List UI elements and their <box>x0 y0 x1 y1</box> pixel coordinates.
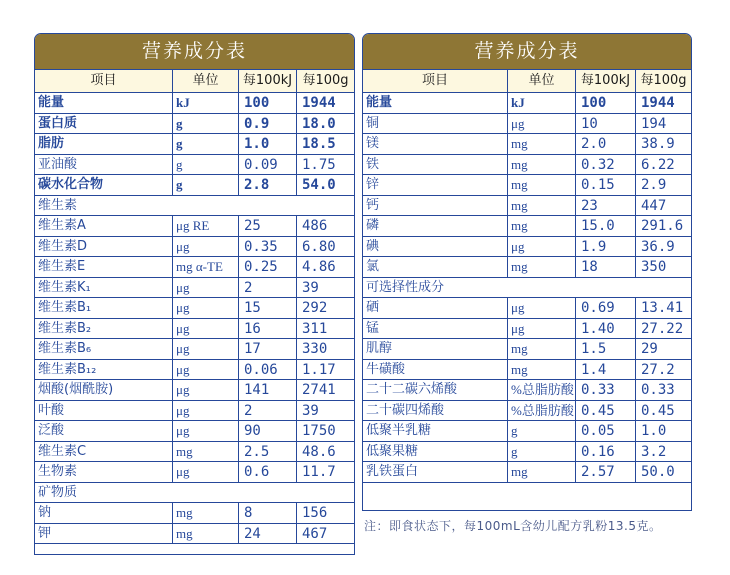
cell-name: 生物素 <box>35 462 173 482</box>
cell-per-100kj: 8 <box>239 503 297 523</box>
cell-name: 低聚果糖 <box>363 442 508 462</box>
table-header <box>363 69 691 93</box>
cell-unit: g <box>508 442 576 462</box>
cell-unit: μg <box>508 237 576 257</box>
table-header <box>35 69 354 93</box>
section-row <box>35 483 354 504</box>
cell-per-100g: 6.80 <box>302 238 336 255</box>
table-row <box>363 196 691 217</box>
cell-unit: μg <box>173 278 239 298</box>
table-row <box>363 114 691 135</box>
cell-unit: kJ <box>508 93 576 113</box>
table-row <box>35 134 354 155</box>
cell-per-100g: 1750 <box>302 423 336 439</box>
cell-per-100g: 0.33 <box>641 382 675 398</box>
cell-unit: mg <box>508 360 576 380</box>
cell-per-100g: 6.22 <box>641 156 675 173</box>
table-row <box>363 401 691 422</box>
cell-per-100g: 50.0 <box>641 464 675 480</box>
header-per-100g: 每100g <box>640 73 687 88</box>
cell-name: 维生素C <box>35 442 173 462</box>
nutrition-table-right <box>362 33 692 511</box>
table-row <box>35 360 354 381</box>
cell-per-100g: 36.9 <box>641 238 675 255</box>
cell-unit: μg <box>173 462 239 482</box>
cell-unit: %总脂肪酸 <box>508 401 576 421</box>
cell-name: 牛磺酸 <box>363 360 508 380</box>
section-label: 可选择性成分 <box>366 279 445 295</box>
table-row <box>363 462 691 483</box>
table-body <box>363 93 691 483</box>
cell-unit: mg <box>508 257 576 277</box>
table-row <box>35 462 354 483</box>
cell-per-100g: 11.7 <box>302 464 336 480</box>
cell-name: 钙 <box>363 196 508 216</box>
cell-per-100g: 39 <box>302 402 319 419</box>
cell-per-100kj: 0.35 <box>239 237 297 257</box>
cell-per-100kj: 141 <box>239 380 297 400</box>
cell-unit: μg RE <box>173 216 239 236</box>
cell-unit: μg <box>508 319 576 339</box>
table-row <box>35 216 354 237</box>
cell-per-100kj: 1.40 <box>576 319 636 339</box>
cell-name: 能量 <box>363 93 508 113</box>
cell-per-100kj: 24 <box>239 524 297 544</box>
section-row <box>35 196 354 217</box>
cell-per-100kj: 0.06 <box>239 360 297 380</box>
cell-unit: μg <box>173 360 239 380</box>
cell-unit: μg <box>173 401 239 421</box>
cell-per-100g: 1.17 <box>302 361 336 378</box>
section-row <box>363 278 691 299</box>
cell-per-100g: 467 <box>302 525 328 542</box>
cell-per-100kj: 17 <box>239 339 297 359</box>
cell-per-100kj: 0.9 <box>239 114 297 134</box>
cell-per-100g: 4.86 <box>302 259 336 275</box>
cell-unit: μg <box>173 319 239 339</box>
cell-name: 蛋白质 <box>35 114 173 134</box>
table-title: 营养成分表 <box>35 34 354 69</box>
table-row <box>35 421 354 442</box>
cell-unit: kJ <box>173 93 239 113</box>
table-row <box>35 298 354 319</box>
cell-unit: μg <box>173 380 239 400</box>
table-row <box>35 175 354 196</box>
cell-unit: μg <box>173 339 239 359</box>
cell-per-100g: 1944 <box>641 95 675 111</box>
cell-unit: mg <box>173 442 239 462</box>
cell-name: 二十碳四烯酸 <box>363 401 508 421</box>
cell-per-100g: 27.2 <box>641 361 675 378</box>
table-row <box>35 114 354 135</box>
table-row <box>363 216 691 237</box>
cell-unit: g <box>508 421 576 441</box>
header-unit: 单位 <box>508 70 576 92</box>
cell-per-100kj: 15.0 <box>576 216 636 236</box>
cell-per-100g: 29 <box>641 341 658 357</box>
header-per-100kj: 每100kJ <box>576 70 636 92</box>
cell-per-100g: 350 <box>641 259 667 275</box>
cell-per-100kj: 1.5 <box>576 339 636 359</box>
cell-name: 镁 <box>363 134 508 154</box>
table-row <box>363 93 691 114</box>
cell-per-100kj: 0.6 <box>239 462 297 482</box>
cell-unit: μg <box>508 298 576 318</box>
cell-per-100kj: 18 <box>576 257 636 277</box>
cell-unit: mg <box>508 216 576 236</box>
cell-name: 维生素B₁₂ <box>35 360 173 380</box>
cell-unit: %总脂肪酸 <box>508 380 576 400</box>
table-row <box>363 339 691 360</box>
table-row <box>363 257 691 278</box>
cell-unit: μg <box>173 237 239 257</box>
cell-unit: μg <box>173 421 239 441</box>
table-row <box>363 319 691 340</box>
cell-per-100kj: 0.05 <box>576 421 636 441</box>
cell-per-100kj: 0.69 <box>576 298 636 318</box>
table-row <box>35 257 354 278</box>
cell-per-100g: 1.0 <box>641 423 667 439</box>
cell-per-100kj: 1.0 <box>239 134 297 154</box>
cell-per-100g: 13.41 <box>641 300 684 316</box>
cell-name: 维生素D <box>35 237 173 257</box>
section-label: 维生素 <box>38 197 78 213</box>
cell-per-100kj: 2.0 <box>576 134 636 154</box>
cell-name: 脂肪 <box>35 134 173 154</box>
table-row <box>363 298 691 319</box>
table-row <box>363 237 691 258</box>
cell-per-100kj: 0.45 <box>576 401 636 421</box>
cell-unit: mg <box>508 155 576 175</box>
cell-name: 肌醇 <box>363 339 508 359</box>
cell-unit: μg <box>173 298 239 318</box>
table-row <box>35 503 354 524</box>
cell-name: 维生素A <box>35 216 173 236</box>
table-row <box>35 339 354 360</box>
cell-per-100kj: 90 <box>239 421 297 441</box>
cell-name: 维生素B₂ <box>35 319 173 339</box>
cell-per-100g: 447 <box>641 197 667 214</box>
cell-per-100kj: 0.32 <box>576 155 636 175</box>
cell-per-100g: 194 <box>641 115 667 132</box>
cell-per-100kj: 0.25 <box>239 257 297 277</box>
cell-per-100kj: 2 <box>239 278 297 298</box>
header-item: 项目 <box>35 70 173 92</box>
cell-name: 碘 <box>363 237 508 257</box>
cell-name: 维生素E <box>35 257 173 277</box>
cell-per-100g: 2741 <box>302 382 336 398</box>
table-row <box>35 401 354 422</box>
cell-per-100g: 292 <box>302 300 328 316</box>
table-title: 营养成分表 <box>363 34 691 69</box>
cell-unit: mg <box>508 196 576 216</box>
cell-per-100g: 54.0 <box>302 177 336 193</box>
cell-name: 低聚半乳糖 <box>363 421 508 441</box>
cell-per-100g: 330 <box>302 341 328 357</box>
cell-per-100kj: 15 <box>239 298 297 318</box>
header-per-100kj: 每100kJ <box>239 70 297 92</box>
cell-name: 烟酸(烟酰胺) <box>35 380 173 400</box>
table-body <box>35 93 354 544</box>
table-row <box>363 175 691 196</box>
cell-per-100g: 156 <box>302 505 328 521</box>
cell-name: 硒 <box>363 298 508 318</box>
cell-per-100kj: 25 <box>239 216 297 236</box>
table-row <box>35 155 354 176</box>
cell-unit: μg <box>508 114 576 134</box>
cell-per-100g: 38.9 <box>641 136 675 152</box>
cell-name: 钠 <box>35 503 173 523</box>
cell-per-100kj: 100 <box>576 93 636 113</box>
table-row <box>35 524 354 545</box>
cell-name: 泛酸 <box>35 421 173 441</box>
cell-per-100g: 486 <box>302 218 328 234</box>
cell-unit: g <box>173 114 239 134</box>
cell-per-100g: 311 <box>302 320 328 337</box>
cell-name: 锰 <box>363 319 508 339</box>
table-row <box>363 360 691 381</box>
cell-name: 亚油酸 <box>35 155 173 175</box>
cell-name: 锌 <box>363 175 508 195</box>
cell-name: 维生素B₆ <box>35 339 173 359</box>
cell-name: 二十二碳六烯酸 <box>363 380 508 400</box>
cell-name: 铜 <box>363 114 508 134</box>
cell-per-100g: 3.2 <box>641 443 667 460</box>
cell-name: 维生素K₁ <box>35 278 173 298</box>
cell-per-100g: 18.5 <box>302 136 336 152</box>
cell-name: 叶酸 <box>35 401 173 421</box>
table-row <box>363 380 691 401</box>
cell-unit: g <box>173 134 239 154</box>
cell-per-100kj: 16 <box>239 319 297 339</box>
cell-per-100kj: 0.16 <box>576 442 636 462</box>
cell-per-100kj: 23 <box>576 196 636 216</box>
cell-name: 铁 <box>363 155 508 175</box>
table-row <box>35 93 354 114</box>
cell-unit: mg <box>508 462 576 482</box>
cell-per-100kj: 1.9 <box>576 237 636 257</box>
header-per-100g: 每100g <box>302 73 349 88</box>
cell-per-100g: 48.6 <box>302 443 336 460</box>
cell-per-100kj: 100 <box>239 93 297 113</box>
cell-per-100kj: 2.57 <box>576 462 636 482</box>
cell-per-100g: 1.75 <box>302 156 336 173</box>
table-row <box>363 155 691 176</box>
cell-per-100g: 2.9 <box>641 177 667 193</box>
cell-unit: g <box>173 175 239 195</box>
cell-per-100kj: 0.09 <box>239 155 297 175</box>
cell-name: 乳铁蛋白 <box>363 462 508 482</box>
table-row <box>35 237 354 258</box>
table-row <box>363 421 691 442</box>
cell-unit: g <box>173 155 239 175</box>
cell-per-100kj: 2.5 <box>239 442 297 462</box>
cell-per-100g: 291.6 <box>641 218 684 234</box>
cell-unit: mg <box>173 503 239 523</box>
cell-per-100kj: 2.8 <box>239 175 297 195</box>
cell-per-100g: 1944 <box>302 95 336 111</box>
header-item: 项目 <box>363 70 508 92</box>
cell-unit: mg α-TE <box>173 257 239 277</box>
cell-name: 维生素B₁ <box>35 298 173 318</box>
cell-per-100g: 18.0 <box>302 115 336 132</box>
cell-name: 钾 <box>35 524 173 544</box>
cell-unit: mg <box>508 134 576 154</box>
cell-unit: mg <box>173 524 239 544</box>
header-unit: 单位 <box>173 70 239 92</box>
cell-per-100kj: 2 <box>239 401 297 421</box>
cell-name: 氯 <box>363 257 508 277</box>
table-row <box>35 278 354 299</box>
table-row <box>35 319 354 340</box>
cell-per-100g: 27.22 <box>641 320 684 337</box>
cell-unit: mg <box>508 339 576 359</box>
cell-per-100g: 0.45 <box>641 402 675 419</box>
cell-per-100g: 39 <box>302 279 319 296</box>
table-row <box>363 134 691 155</box>
cell-name: 磷 <box>363 216 508 236</box>
cell-per-100kj: 10 <box>576 114 636 134</box>
table-row <box>35 442 354 463</box>
footnote: 注：即食状态下，每100mL含幼儿配方乳粉13.5克。 <box>364 519 662 533</box>
table-row <box>363 442 691 463</box>
cell-unit: mg <box>508 175 576 195</box>
nutrition-table-left <box>34 33 355 555</box>
cell-per-100kj: 1.4 <box>576 360 636 380</box>
cell-per-100kj: 0.15 <box>576 175 636 195</box>
cell-per-100kj: 0.33 <box>576 380 636 400</box>
cell-name: 碳水化合物 <box>35 175 173 195</box>
section-label: 矿物质 <box>38 484 78 500</box>
cell-name: 能量 <box>35 93 173 113</box>
table-row <box>35 380 354 401</box>
